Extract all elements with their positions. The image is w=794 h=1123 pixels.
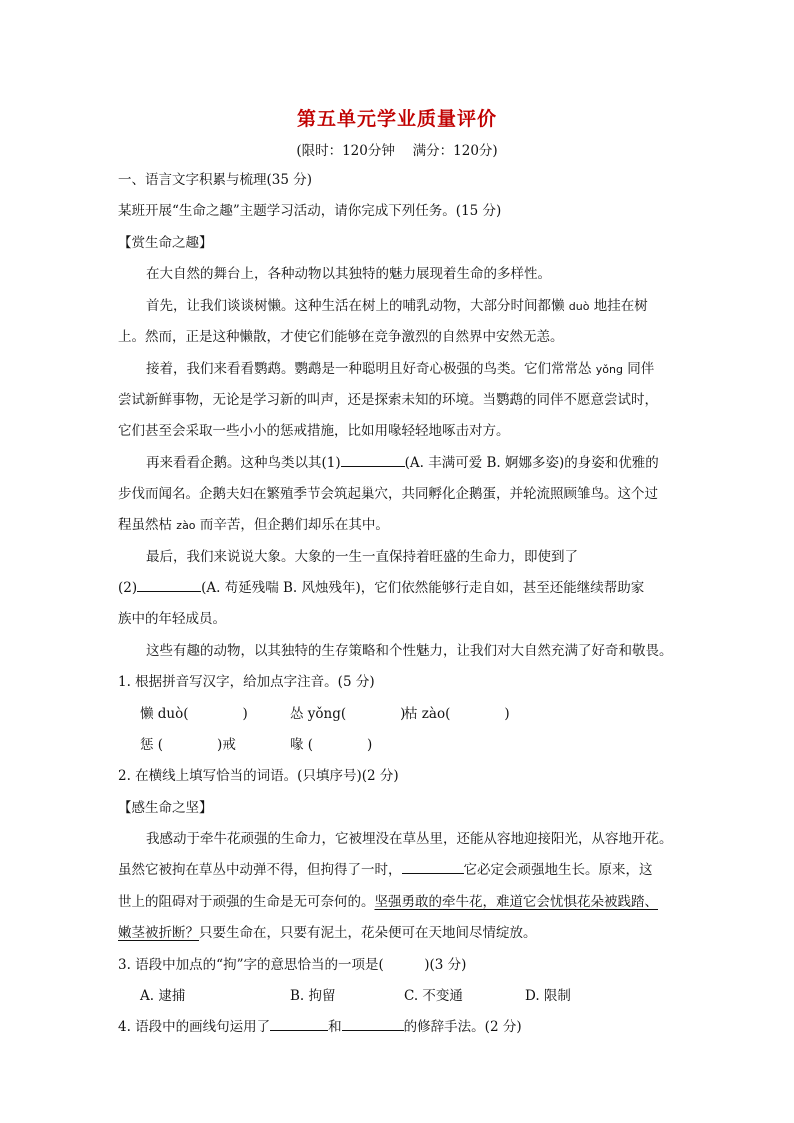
paragraph-7-line-2: 虽然它被拘在草丛中动弹不得，但拘得了一时， 它必定会顽强地生长。原来，这 <box>118 862 653 878</box>
pinyin: zào <box>176 519 196 532</box>
question-1: 1. 根据拼音写汉字，给加点字注音。(5 分) <box>118 674 375 690</box>
answer-blank[interactable] <box>402 860 464 874</box>
paragraph-5-line-2: (2) (A. 苟延残喘 B. 风烛残年)，它们依然能够行走自如，甚至还能继续帮助家 <box>118 580 645 596</box>
paragraph-4-line-3: 程虽然枯 zào 而辛苦，但企鹅们却乐在其中。 <box>118 517 389 533</box>
answer-blank[interactable] <box>342 1017 404 1031</box>
question-4: 4. 语段中的画线句运用了 和 的修辞手法。(2 分) <box>118 1019 522 1035</box>
paragraph-5-line-1: 最后，我们来说说大象。大象的一生一直保持着旺盛的生命力，即使到了 <box>146 549 578 565</box>
subsection-heading-2: 【感生命之坚】 <box>118 800 213 816</box>
question-2: 2. 在横线上填写恰当的词语。(只填序号)(2 分) <box>118 768 399 784</box>
q1-item-d[interactable]: 惩 ( )戒 <box>140 737 236 753</box>
paragraph-7-line-4: 嫩茎被折断？只要生命在，只要有泥土，花朵便可在天地间尽情绽放。 <box>118 925 537 941</box>
paragraph-2-line-2: 上。然而，正是这种懒散，才使它们能够在竞争激烈的自然界中安然无恙。 <box>118 329 564 345</box>
q3-option-b[interactable]: B. 拘留 <box>290 988 336 1004</box>
answer-blank[interactable] <box>270 1017 328 1031</box>
q1-item-b[interactable]: 怂 yǒng( ) <box>290 706 406 722</box>
paragraph-4-line-1: 再来看看企鹅。这种鸟类以其(1) (A. 丰满可爱 B. 婀娜多姿)的身姿和优雅的 <box>146 455 659 471</box>
q1-item-c[interactable]: 枯 zào( ) <box>404 706 510 722</box>
paragraph-7-line-3: 世上的阻碍对于顽强的生命是无可奈何的。坚强勇敢的牵牛花，难道它会忧惧花朵被践踏、 <box>118 894 658 910</box>
paragraph-4-line-2: 步伐而闻名。企鹅夫妇在繁殖季节会筑起巢穴，共同孵化企鹅蛋，并轮流照顾雏鸟。这个过 <box>118 486 658 502</box>
paragraph-3-line-1: 接着，我们来看看鹦鹉。鹦鹉是一种聪明且好奇心极强的鸟类。它们常常怂 yǒng 同伴 <box>146 361 655 377</box>
task-intro: 某班开展“生命之趣”主题学习活动，请你完成下列任务。(15 分) <box>118 203 502 219</box>
q3-option-a[interactable]: A. 逮捕 <box>140 988 186 1004</box>
answer-blank[interactable] <box>137 578 201 592</box>
paragraph-6: 这些有趣的动物，以其独特的生存策略和个性魅力，让我们对大自然充满了好奇和敬畏。 <box>146 643 673 659</box>
q3-option-d[interactable]: D. 限制 <box>525 988 571 1004</box>
paragraph-1: 在大自然的舞台上，各种动物以其独特的魅力展现着生命的多样性。 <box>146 266 551 282</box>
answer-blank[interactable] <box>341 453 405 467</box>
q3-option-c[interactable]: C. 不变通 <box>404 988 463 1004</box>
question-3: 3. 语段中加点的“拘”字的意思恰当的一项是( )(3 分) <box>118 957 467 973</box>
paragraph-2-line-1: 首先，让我们谈谈树懒。这种生活在树上的哺乳动物，大部分时间都懒 duò 地挂在树 <box>146 298 648 314</box>
underlined-sentence: 坚强勇敢的牵牛花，难道它会忧惧花朵被践踏、 <box>374 894 658 910</box>
section-heading: 一、语言文字积累与梳理(35 分) <box>118 172 313 188</box>
underlined-sentence: 嫩茎被折断？ <box>118 925 199 941</box>
page-title: 第五单元学业质量评价 <box>296 108 497 130</box>
pinyin: duò <box>568 300 590 313</box>
paragraph-7: 我感动于牵牛花顽强的生命力，它被埋没在草丛里，还能从容地迎接阳光，从容地开花。 <box>146 831 673 847</box>
paragraph-3-line-3: 它们甚至会采取一些小小的惩戒措施，比如用喙轻轻地啄击对方。 <box>118 423 510 439</box>
paragraph-3-line-2: 尝试新鲜事物，无论是学习新的叫声，还是探索未知的环境。当鹦鹉的同伴不愿意尝试时， <box>118 392 658 408</box>
q1-item-e[interactable]: 喙 ( ) <box>290 737 373 753</box>
q1-item-a[interactable]: 懒 duò( ) <box>140 706 248 722</box>
paragraph-5-line-3: 族中的年轻成员。 <box>118 611 226 627</box>
pinyin: yǒng <box>595 363 623 376</box>
subsection-heading-1: 【赏生命之趣】 <box>118 235 213 251</box>
page-subtitle: (限时：120分钟 满分：120分) <box>296 143 498 159</box>
